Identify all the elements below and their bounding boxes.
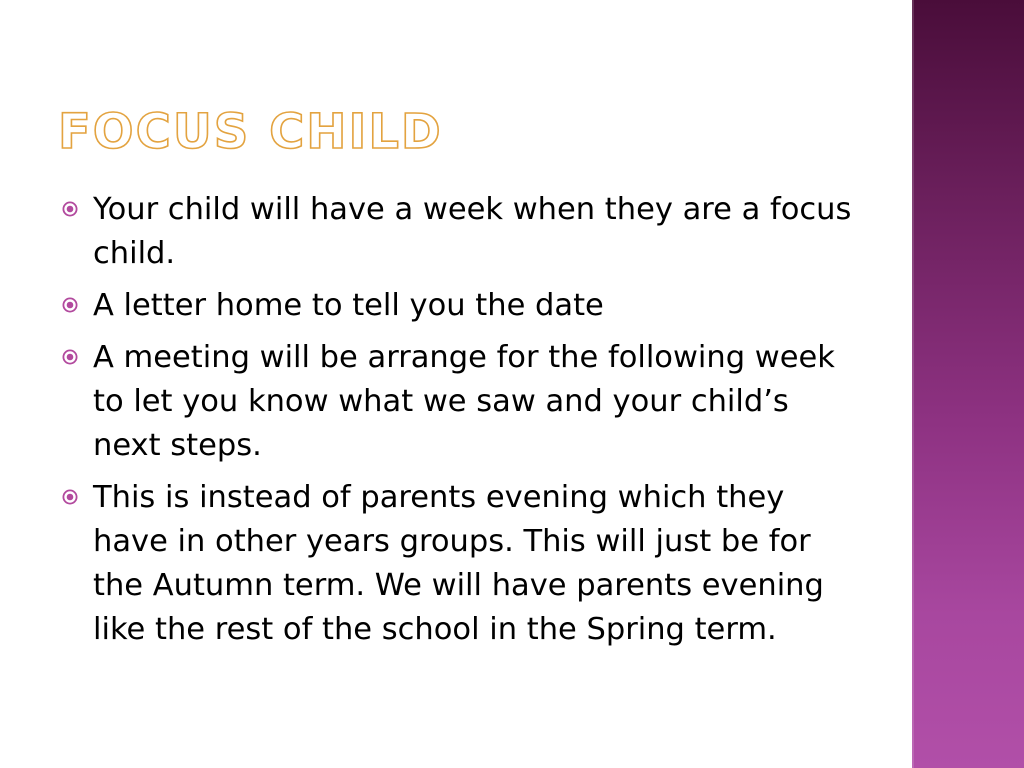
bullet-target-icon bbox=[62, 297, 78, 313]
bullet-text: This is instead of parents evening which they have in other years groups. This will just be for the Autumn term. We will have parents evening like the rest of the school in the Spring term. bbox=[93, 480, 824, 647]
bullet-item bbox=[62, 476, 852, 652]
bullet-item bbox=[62, 284, 852, 328]
bullet-target-icon bbox=[62, 349, 78, 365]
bullet-item bbox=[62, 336, 852, 468]
bullet-text: A meeting will be arrange for the following week to let you know what we saw and your child’s next steps. bbox=[93, 340, 835, 463]
bullet-text: A letter home to tell you the date bbox=[93, 288, 604, 323]
bullet-target-icon bbox=[62, 489, 78, 505]
slide-title: FOCUS CHILD bbox=[58, 104, 443, 160]
bullet-target-icon bbox=[62, 201, 78, 217]
bullet-item bbox=[62, 188, 852, 276]
bullet-list bbox=[62, 188, 852, 660]
bullet-text: Your child will have a week when they are a focus child. bbox=[93, 192, 852, 271]
decorative-side-band bbox=[912, 0, 1024, 768]
